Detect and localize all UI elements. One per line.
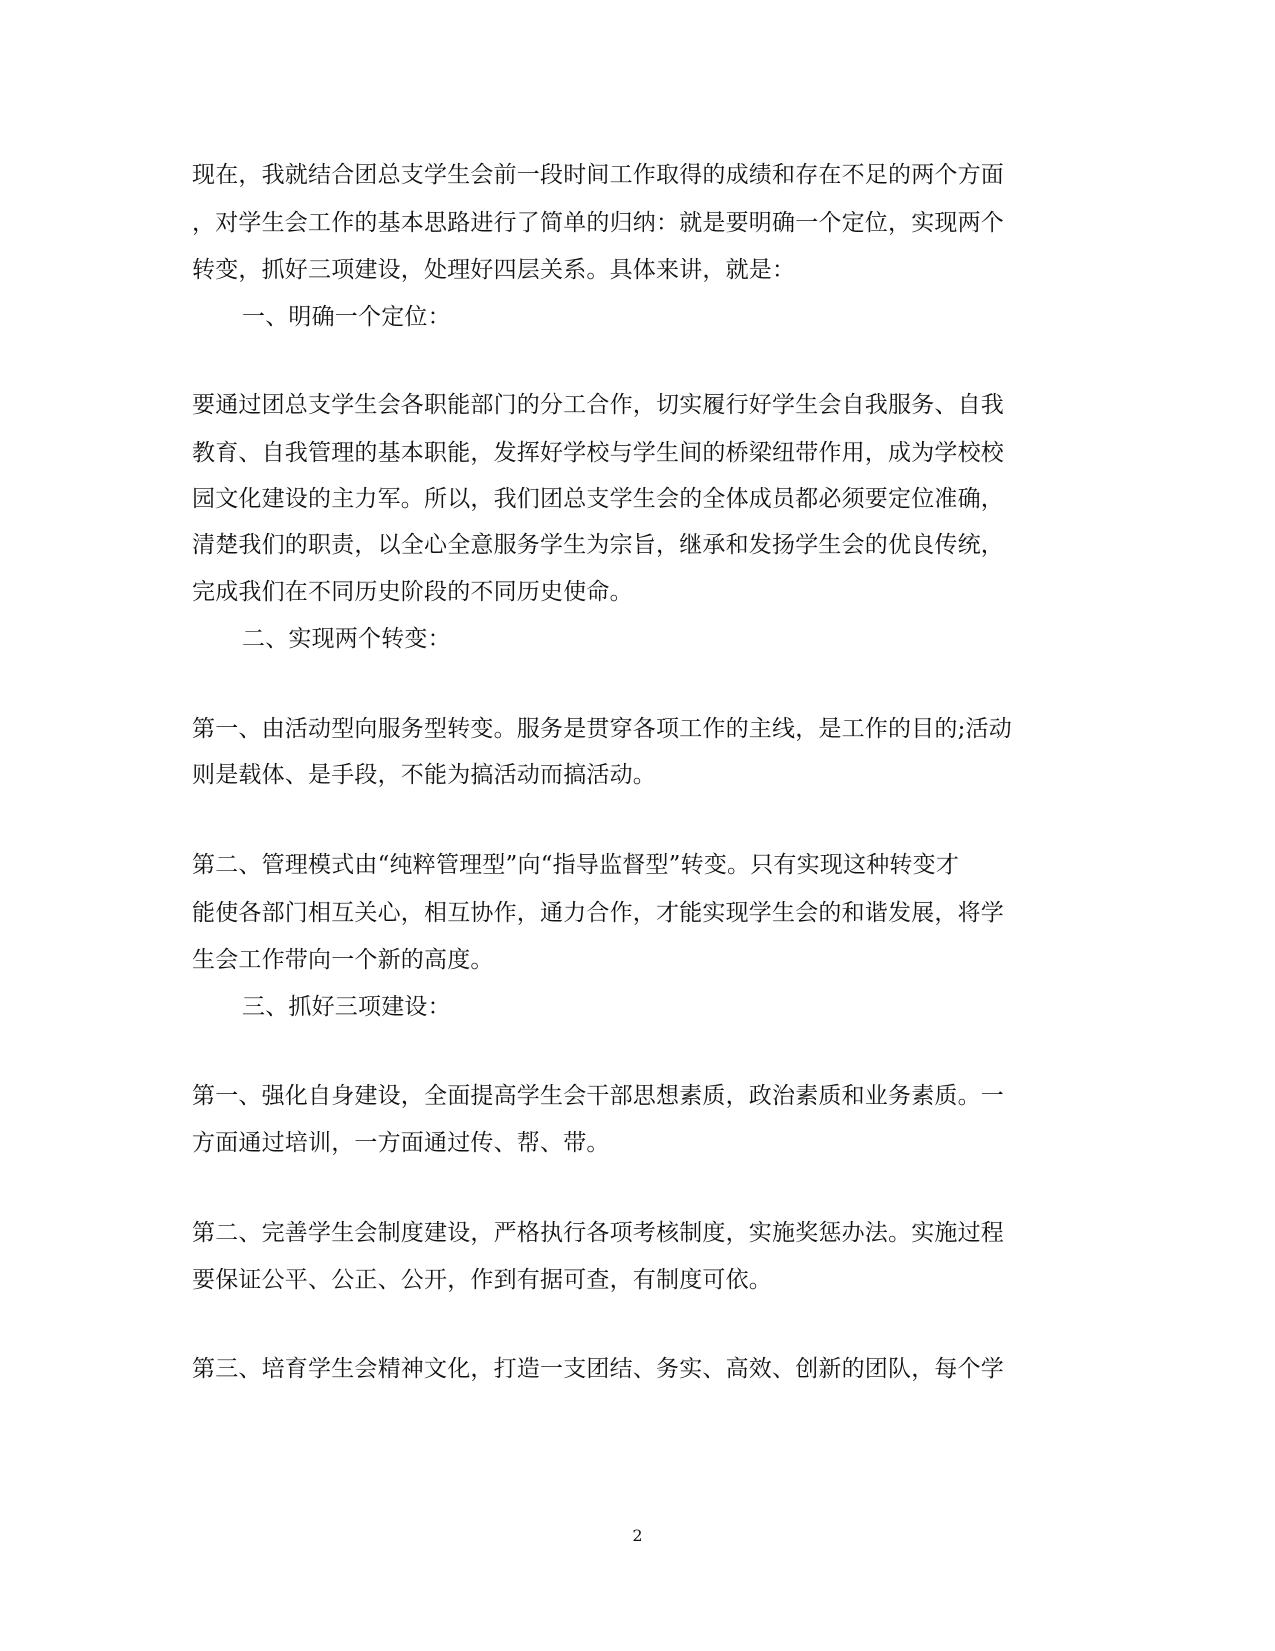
text-line: ，对学生会工作的基本思路进行了简单的归纳：就是要明确一个定位，实现两个 [192, 210, 1004, 236]
text-line: 清楚我们的职责，以全心全意服务学生为宗旨，继承和发扬学生会的优良传统， [192, 532, 1004, 558]
text-line: 第一、由活动型向服务型转变。服务是贯穿各项工作的主线，是工作的目的;活动 [192, 716, 1012, 742]
text-line: 要保证公平、公正、公开，作到有据可查，有制度可依。 [192, 1267, 772, 1293]
text-line: 转变，抓好三项建设，处理好四层关系。具体来讲，就是： [192, 257, 796, 283]
text-line: 第三、培育学生会精神文化，打造一支团结、务实、高效、创新的团队，每个学 [192, 1356, 1004, 1382]
text-line: 完成我们在不同历史阶段的不同历史使命。 [192, 579, 633, 605]
text-line: 第二、管理模式由“纯粹管理型”向“指导监督型”转变。只有实现这种转变才 [192, 852, 960, 878]
text-line: 生会工作带向一个新的高度。 [192, 947, 494, 973]
section-heading: 三、抓好三项建设： [242, 994, 451, 1020]
text-line: 园文化建设的主力军。所以，我们团总支学生会的全体成员都必须要定位准确， [192, 486, 1004, 512]
text-line: 方面通过培训，一方面通过传、帮、带。 [192, 1130, 610, 1156]
page-number: 2 [632, 1526, 643, 1545]
text-line: 能使各部门相互关心，相互协作，通力合作，才能实现学生会的和谐发展，将学 [192, 900, 1004, 926]
text-line: 要通过团总支学生会各职能部门的分工合作，切实履行好学生会自我服务、自我 [192, 392, 1004, 418]
text-line: 现在，我就结合团总支学生会前一段时间工作取得的成绩和存在不足的两个方面 [192, 162, 1004, 188]
section-heading: 二、实现两个转变： [242, 626, 451, 652]
text-line: 教育、自我管理的基本职能，发挥好学校与学生间的桥梁纽带作用，成为学校校 [192, 440, 1004, 466]
section-heading: 一、明确一个定位： [242, 304, 451, 330]
text-line: 第二、完善学生会制度建设，严格执行各项考核制度，实施奖惩办法。实施过程 [192, 1220, 1004, 1246]
text-line: 第一、强化自身建设，全面提高学生会干部思想素质，政治素质和业务素质。一 [192, 1083, 1004, 1109]
text-line: 则是载体、是手段，不能为搞活动而搞活动。 [192, 762, 656, 788]
